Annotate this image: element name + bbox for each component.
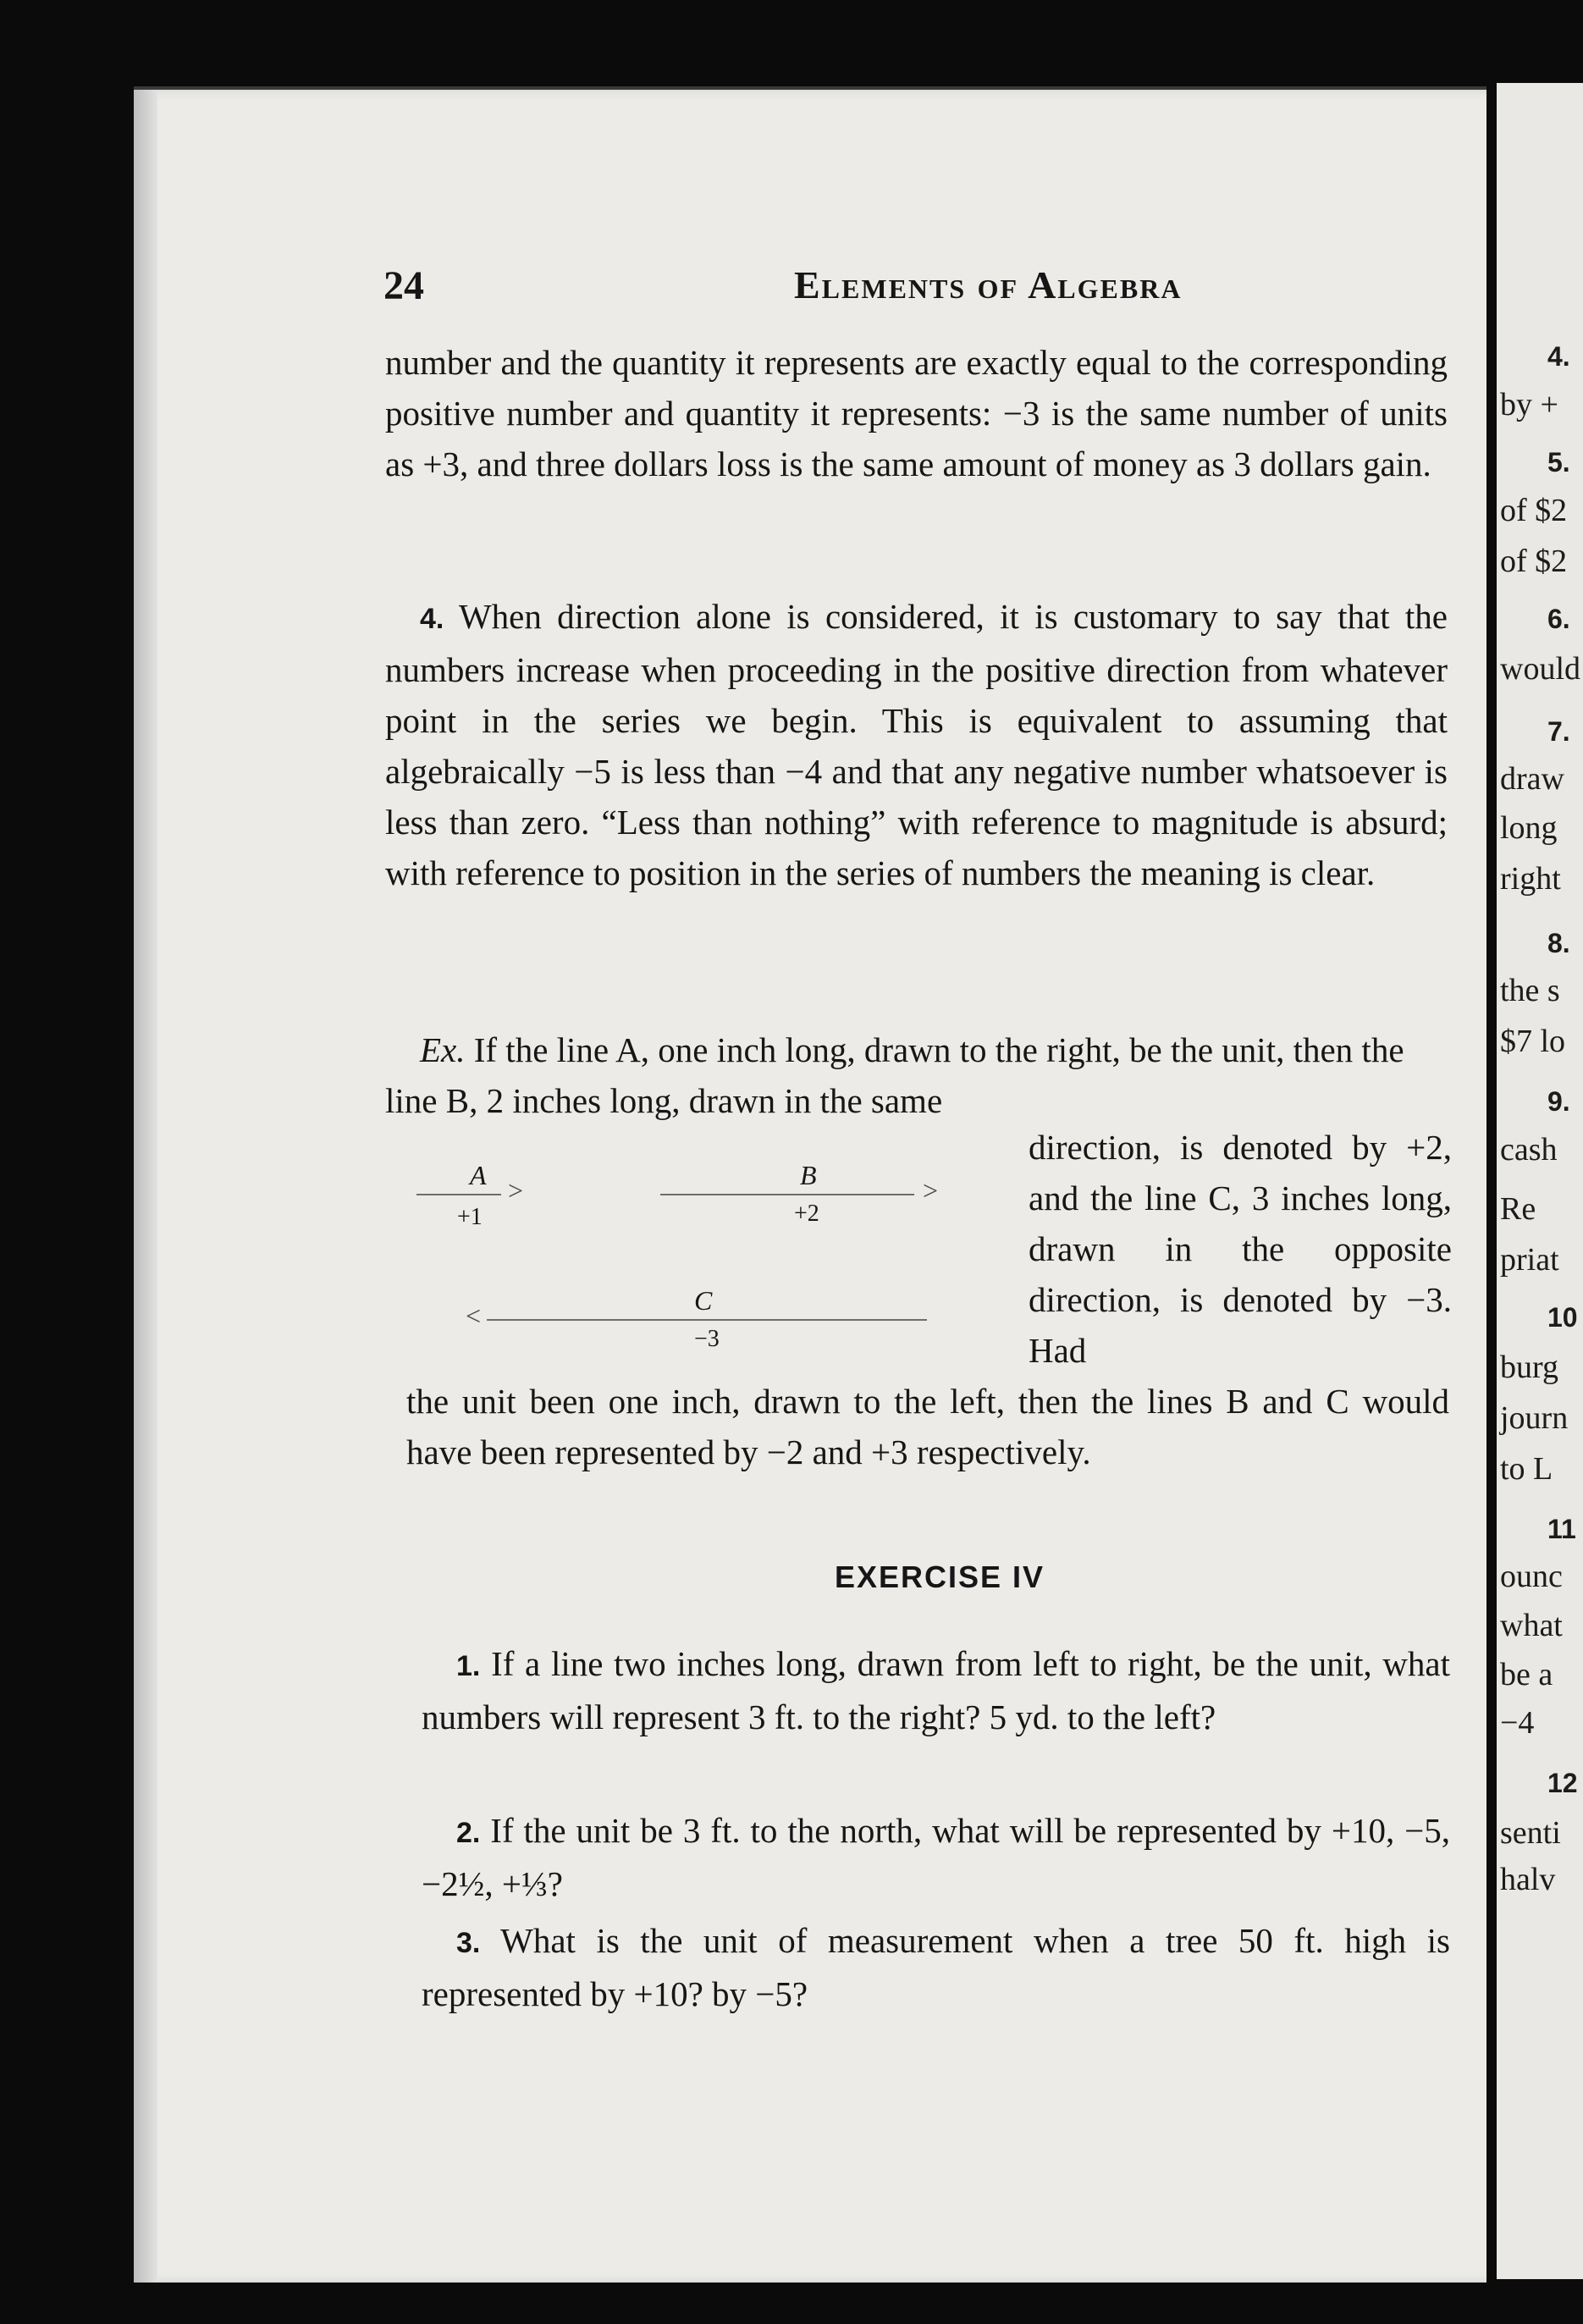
paragraph-continuation xyxy=(385,337,1448,489)
fragment-line: of $2 xyxy=(1500,544,1568,579)
running-head xyxy=(252,178,1454,308)
exercise-number: 1. xyxy=(456,1650,481,1682)
exercise-text: What is the unit of measurement when a tree 50 ft. high is represented by +10? by −5? xyxy=(422,1921,1450,2013)
page-number: 24 xyxy=(383,263,424,308)
fragment-line: 4. xyxy=(1547,341,1570,372)
line-b-value: +2 xyxy=(794,1201,819,1227)
line-c-label: C xyxy=(694,1285,713,1316)
exercise-text: If the unit be 3 ft. to the north, what will be represented by +10, −5, −2½, +⅓? xyxy=(422,1811,1451,1903)
fragment-line: cash xyxy=(1500,1132,1558,1168)
exercise-item xyxy=(422,1805,1450,1909)
line-b-label: B xyxy=(800,1160,817,1190)
exercise-number: 2. xyxy=(456,1817,481,1849)
fragment-line: right xyxy=(1500,861,1561,897)
line-a-value: +1 xyxy=(457,1204,483,1230)
example-continuation: the unit been one inch, drawn to the left, then the lines B and C would have been represented by −2 and +3 respectively. xyxy=(406,1382,1449,1471)
exercise-item xyxy=(422,1638,1450,1742)
arrow-right-icon: > xyxy=(923,1175,939,1206)
fragment-line: 6. xyxy=(1547,604,1570,634)
exercise-text: If a line two inches long, drawn from left to right, be the unit, what numbers will represent 3 ft. to the right? 5 yd. to the left? xyxy=(422,1644,1450,1736)
example-lead: Ex. xyxy=(420,1030,466,1069)
continuation-text: number and the quantity it represents are exactly equal to the corresponding positive number and quantity it represents: −3 is the same number of units as +3, and three dollars loss is the same amount of money as 3 dollars gain. xyxy=(385,343,1448,483)
line-c xyxy=(487,1319,927,1321)
fragment-line: journ xyxy=(1500,1400,1569,1436)
exercise-heading: EXERCISE IV xyxy=(834,1559,1045,1594)
exercise-number: 3. xyxy=(456,1927,481,1959)
fragment-line: what xyxy=(1500,1608,1563,1643)
fragment-line: by + xyxy=(1500,387,1558,422)
fragment-line: 8. xyxy=(1547,928,1570,958)
fragment-line: be a xyxy=(1500,1657,1553,1692)
paragraph-section-4 xyxy=(385,591,1448,898)
fragment-line: 9. xyxy=(1547,1086,1570,1117)
fragment-line: of $2 xyxy=(1500,493,1568,528)
arrow-left-icon: < xyxy=(466,1300,482,1331)
fragment-line: 11 xyxy=(1547,1514,1576,1544)
section-number: 4. xyxy=(420,603,444,635)
fragment-line: priat xyxy=(1500,1242,1559,1278)
fragment-line: ounc xyxy=(1500,1559,1563,1594)
line-diagram xyxy=(406,1158,999,1361)
exercise-item xyxy=(422,1915,1450,2019)
fragment-line: to L xyxy=(1500,1451,1553,1487)
fragment-line: draw xyxy=(1500,761,1564,797)
page-gutter xyxy=(134,90,157,2283)
line-a-label: A xyxy=(470,1160,487,1190)
fragment-line: −4 xyxy=(1500,1705,1535,1741)
example-wrap-text: direction, is denoted by +2, and the line C, 3 inches long, drawn in the opposite direction, is denoted by −3. Had xyxy=(1029,1128,1452,1370)
fragment-line: Re xyxy=(1500,1191,1536,1227)
fragment-line: 10 xyxy=(1547,1302,1578,1333)
line-c-value: −3 xyxy=(694,1326,720,1352)
fragment-line: would xyxy=(1500,651,1580,687)
page-title: Elements of Algebra xyxy=(794,263,1183,306)
example-text: If the line A, one inch long, drawn to the right, be the unit, then the line B, 2 inches long, drawn in the same xyxy=(385,1030,1404,1120)
facing-page-fragment xyxy=(1497,83,1583,2279)
fragment-line: burg xyxy=(1500,1350,1558,1385)
fragment-line: the s xyxy=(1500,973,1560,1008)
example-paragraph xyxy=(385,1024,1448,1126)
section-4-text: When direction alone is considered, it is customary to say that the numbers increase when proceeding in the positive direction from whatever point in the series we begin. This is equivalent to assuming that algebraically −5 is less than −4 and that any negative number whatsoever is less than zero. “Less than nothing” with reference to magnitude is absurd; with reference to position in the series of numbers the meaning is clear. xyxy=(385,597,1448,892)
fragment-line: long xyxy=(1500,810,1558,846)
fragment-line: 12 xyxy=(1547,1768,1578,1798)
fragment-line: halv xyxy=(1500,1862,1556,1897)
fragment-line: $7 lo xyxy=(1500,1024,1566,1059)
line-a xyxy=(416,1194,501,1195)
fragment-line: 7. xyxy=(1547,716,1570,747)
line-b xyxy=(660,1194,914,1195)
fragment-line: 5. xyxy=(1547,447,1570,477)
arrow-right-icon: > xyxy=(508,1175,524,1206)
fragment-line: senti xyxy=(1500,1815,1561,1851)
